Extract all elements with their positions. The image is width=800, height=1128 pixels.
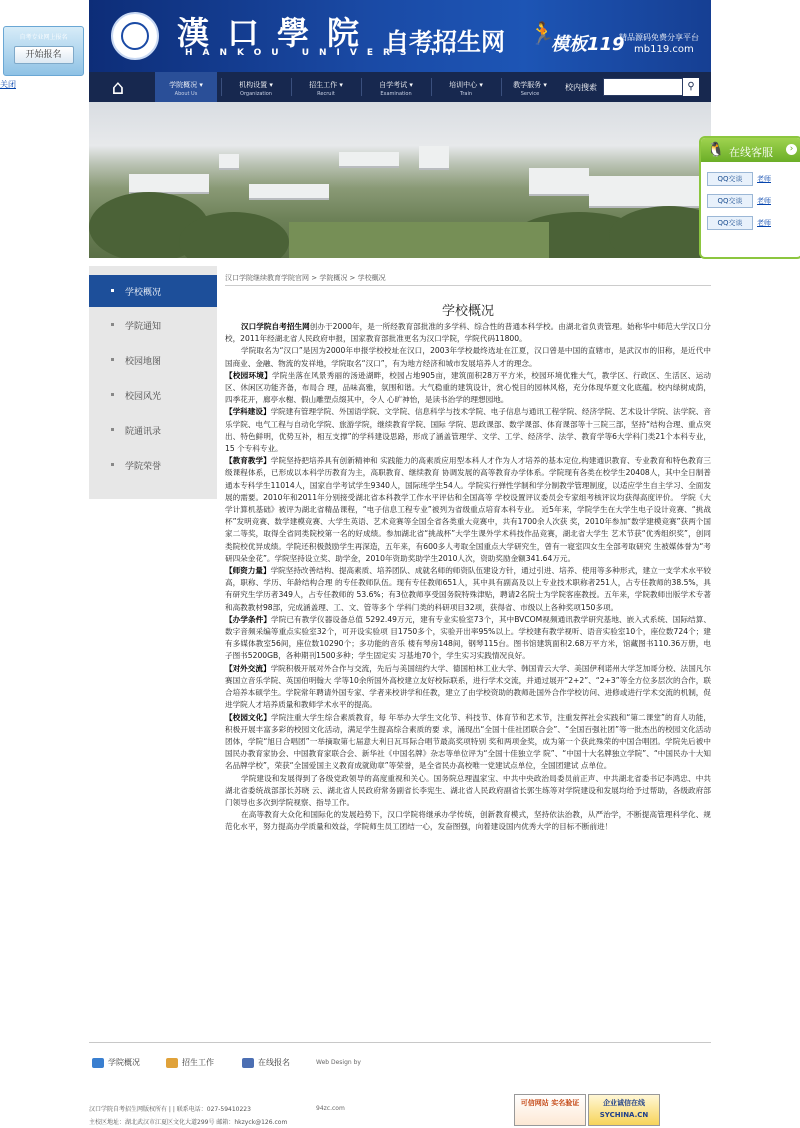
article-paragraph: 【对外交流】学院积极开展对外合作与交流，先后与美国纽约大学、德国柏林工业大学、韩国青云大学、美国伊利诺州大学芝加哥分校、法国凡尔赛国立音乐学院、英国伯明翰大 学等10余所国外高校建立友好校际联系，进行学术交流，并通过展开“2+2”、“2+3”等全方位多层次的合作，联合培养本硕学生。学院常年聘请外国专家、学者来校讲学和任教，建立了由学校资助的教师赴国外合作学校访问、进修或进行学术交流的机制，促进学院人才培养质量和教师学术水平的提高。 <box>225 663 711 710</box>
article-paragraph: 【校园环境】学院坐落在风景秀丽的汤逊湖畔，校园占地905亩，建筑面积28万平方米，校园环境优雅大气，教学区、行政区、生活区、运动区、休闲区功能齐备，布局合 理，品味高雅，氛围和谐。大气稳重的建筑设计，赏心悦目的园林风格，充分体现华夏文化底蕴。校内绿树成荫，四季花开，廊亭水榭、假山雕塑点缀其中，令人 心旷神怡，是读书治学的理想园地。 <box>225 370 712 405</box>
bullet-icon <box>111 289 114 292</box>
online-service-panel <box>699 136 800 259</box>
trusted-site-badge[interactable]: 可信网站 实名验证 <box>514 1094 586 1126</box>
qq-chat-button[interactable]: QQ交谈 <box>707 172 753 186</box>
float-widget-text: 自考专业网上报名 <box>19 34 68 41</box>
brand-name-en: HANKOU UNIVERSITY <box>185 48 463 58</box>
sidebar-item-label: 院通讯录 <box>125 427 162 437</box>
sidebar-item-label: 校园地图 <box>125 357 162 367</box>
breadcrumb[interactable]: 汉口学院继续教育学院官网 > 学院概况 > 学校概况 <box>225 274 386 282</box>
article-paragraph: 汉口学院自考招生网创办于2000年，是一所经教育部批准的多学科、综合性的普通本科学校。由湖北省负责管理。始称华中师范大学汉口分校，2011年经湖北省人民政府申报，国家教育部批准更名为汉口学院，学院代码11800。 <box>225 322 711 344</box>
search-label: 校内搜索 <box>565 83 597 92</box>
qq-contact-name[interactable]: 老师 <box>757 197 771 205</box>
sidebar-menu <box>89 266 217 499</box>
nav-item-sublabel: Recruit <box>317 91 335 97</box>
qq-penguin-icon: 🐧 <box>707 142 725 158</box>
online-service-header <box>701 138 800 162</box>
sidebar-item-campus-scenery[interactable] <box>89 379 217 411</box>
bullet-icon <box>111 428 114 431</box>
sidebar-item-overview[interactable] <box>89 275 217 307</box>
nav-item-label: 机构设置 ▾ <box>239 81 273 89</box>
nav-item-organization[interactable] <box>225 72 287 102</box>
article-paragraph: 在高等教育大众化和国际化的发展趋势下，汉口学院将继承办学传统，创新教育模式，坚持依法治教，从严治学，不断提高管理科学化、规范化水平，努力提高办学质量和效益，学院师生员工团结一心，发奋图强，向着建设国内优秀大学的目标不断前进！ <box>225 810 711 832</box>
site-header <box>89 0 711 72</box>
page-title: 学校概况 <box>441 304 494 319</box>
main-nav <box>89 72 711 102</box>
brand-name-cn: 漢口學院 <box>177 14 378 52</box>
sidebar-item-label: 学院通知 <box>125 322 162 332</box>
bullet-icon <box>111 358 114 361</box>
campus-banner-image <box>89 102 711 258</box>
sidebar-item-label: 校园风光 <box>125 392 162 402</box>
people-icon <box>166 1058 178 1068</box>
qq-contact-row <box>707 172 771 186</box>
float-apply-widget <box>3 26 84 76</box>
sidebar-item-directory[interactable] <box>89 414 217 446</box>
nav-item-label: 学院概况 ▾ <box>169 81 203 89</box>
footer-design-by: Web Design by <box>316 1059 361 1066</box>
nav-item-train[interactable] <box>435 72 497 102</box>
nav-item-about[interactable] <box>155 72 217 102</box>
qq-chat-button[interactable]: QQ交谈 <box>707 216 753 230</box>
footer-design-site[interactable]: 94zc.com <box>316 1105 345 1112</box>
footer-link-about[interactable]: 学院概况 <box>92 1057 140 1068</box>
close-float-link[interactable]: 关闭 <box>0 80 16 89</box>
nav-item-sublabel: Service <box>520 91 540 97</box>
sidebar-item-notices[interactable] <box>89 309 217 341</box>
nav-item-label: 教学服务 ▾ <box>513 81 547 89</box>
form-icon <box>242 1058 254 1068</box>
close-icon[interactable]: › <box>786 144 797 155</box>
site-title: 自考招生网 <box>385 28 505 56</box>
nav-item-label: 招生工作 ▾ <box>309 81 343 89</box>
footer-divider <box>89 1042 711 1043</box>
search-input[interactable] <box>603 78 683 96</box>
nav-item-examination[interactable] <box>365 72 427 102</box>
nav-item-sublabel: Train <box>460 91 472 97</box>
nav-item-recruit[interactable] <box>295 72 357 102</box>
footer-address: 主校区地址：湖北武汉市江夏区文化大道299号 邮箱：hkzyck@126.com <box>89 1119 288 1126</box>
runner-icon: 🏃 <box>529 22 557 47</box>
sidebar-item-campus-map[interactable] <box>89 344 217 376</box>
nav-item-label: 培训中心 ▾ <box>449 81 483 89</box>
university-seal-logo <box>111 12 159 60</box>
article-paragraph: 【学科建设】学院建有管理学院、外国语学院、文学院、信息科学与技术学院、电子信息与通讯工程学院、经济学院、艺术设计学院、法学院、音乐学院、电气工程与自动化学院、旅游学院，继续教育学院、国际 学院、思政课部、数学课部、体育课部等十三院三部，坚持“结构合理、重点突出、特色鲜明，优势互补，相互支撑”的学科建设思路，形成了涵盖管理学、文学、工学、经济学、法学、教育学等6大学科门类21个本科专业，15 个专科专业。 <box>225 407 711 454</box>
sidebar-item-honors[interactable] <box>89 449 217 481</box>
footer-link-recruit[interactable]: 招生工作 <box>166 1057 214 1068</box>
footer-copyright: 汉口学院自考招生网版权所有 | | 联系电话：027-59410223 <box>89 1106 251 1113</box>
article-paragraph: 【师资力量】学院坚持改善结构、提高素质、培养团队、成就名师的师资队伍建设方针，通过引进、培养、使用等多种形式，建立一支学术水平较高，职称、学历、年龄结构合理 的专任教师队伍。现有专任教师651人，其中具有副高及以上专业技术职称者251人，占专任教师的38.5%，具有研究生学历者349人，占专任教师的 53.6%；有3位教师享受国务院特殊津贴，聘请2名院士为学院客座教授。五年来，学院教师出版学术专著和高教教材98部，完成涵盖理、工、文、管等多个 学科门类的科研项目32项，获得省、市级以上各种奖项150多项。 <box>225 566 711 612</box>
credit-online-badge[interactable]: 企业诚信在线 SYCHINA.CN <box>588 1094 660 1126</box>
qq-contact-name[interactable]: 老师 <box>757 175 771 183</box>
nav-item-label: 自学考试 ▾ <box>379 81 413 89</box>
qq-contact-row <box>707 194 771 208</box>
breadcrumb-divider <box>225 285 711 286</box>
globe-icon <box>92 1058 104 1068</box>
qq-contact-row <box>707 216 771 230</box>
article-paragraph: 学院取名为“汉口”是因为2000年申报学校校址在汉口，2003年学校最终选址在江夏，汉口曾是中国的直辖市，是武汉市的旧称，是近代中国商业、金融、物流的发祥地，学院取名“汉口”，有为地方经济和城市发展培养人才的理念。 <box>225 346 711 368</box>
article-paragraph: 【教育教学】学院坚持把培养具有创新精神和 实践能力的高素质应用型本科人才作为人才培养的基本定位,构建通识教育、专业教育和特色教育三级课程体系，已形成以本科学历教育为主，高职教育、继续教育 协调发展的高等教育办学体系。学院现有各类在校学生20408人，其中全日制普通本专科学生11014人，国家自学考试学生9340人，国际班学生54人。学院实行弹性学制和学分制教学管理制度，以适应学生自主学习、全面发展的需要。2010年和2011年分别接受湖北省本科教学工作水平评估和全国高等 学校设置评议委员会专家组考核评议均获得高度评价。 学院《大学计算机基础》被评为湖北省精品课程，“电子信息工程专业”被列为省级重点培育本科专业。 近5年来，学院学生在大学生电子设计竞赛、“挑战杯”发明竞赛、数学建模竞赛、大学生英语、艺术竞赛等全国全省各类重大竞赛中，共有1700余人次获 奖，2010年参加“数学建模竞赛”获两个国家二等奖，取得全省同类院校第一名的好成绩。参加湖北省“挑战杯”大学生课外学术科技作品竞赛，湖北省大学生 艺术节获“优秀组织奖”，创同类院校优异成绩。学院还积极鼓励学生再深造，五年来，有600多人考取全国重点大学研究生，曾有一寝室四女生全部考取研究 生被媒体誉为“考研四朵金花”。学院坚持设立奖、助学金，2010年资助奖助学生2010人次，资助奖励金额341.64万元。 <box>225 456 711 563</box>
sidebar-item-label: 学院荣誉 <box>125 462 162 472</box>
bullet-icon <box>111 393 114 396</box>
article-site-name: 汉口学院自考招生网 <box>241 322 310 331</box>
article-paragraph: 【办学条件】学院已有教学仪器设备总值 5292.49万元，建有专业实验室73个，其中BVCOM视频通讯教学研究基地、嵌入式系统、国际结算、数字音频采编等重点实验室32个，可开设实验项 目1750多个，实验开出率95%以上。学校建有教学视听、语音实验室10个，座位数724个；建有多媒体教室56间，座位数10290个；多功能的音乐 楼有琴房148间，钢琴115台。图书馆建筑面积2.68万平方米，馆藏图书110.36万册，电子图书5200GB，各种期刊1500多种；学生固定实 习基地70个，学生实习实践情况良好。 <box>225 614 711 661</box>
sidebar-item-label: 学校概况 <box>125 288 162 298</box>
partner-logo: 模板119 <box>551 34 625 55</box>
nav-item-sublabel: Examination <box>380 91 412 97</box>
article-paragraph: 学院建设和发展得到了各级党政领导的高度重视和关心。国务院总理温家宝、中共中央政治局委员前正声、中共湖北省委书记李鸿忠、中共湖北省委统战部部长苏晓 云、湖北省人民政府常务副省长李宪生、湖北省人民政府副省长郭生练等对学院建设和发展均给予过帮助，各级政府部门领导也多次到学院视察、指导工作。 <box>225 773 711 807</box>
nav-item-service[interactable] <box>499 72 561 102</box>
article-body <box>225 321 711 834</box>
nav-item-sublabel: Organization <box>240 91 272 97</box>
article-paragraph: 【校园文化】学院注重大学生综合素质教育，每 年举办大学生文化节、科技节、体育节和艺术节，注重发挥社会实践和“第二课堂”的育人功能，积极开展丰富多彩的校园文化活动，满足学生提高综合素质的要 求，涌现出“全国十佳社团联合会”、“全国百强社团”等一批杰出的校园文化活动团体，学院“旭日合唱团”一举摘取第七届意大利日瓦耳际合唱节最高奖项特别 奖和两项金奖，成为第一个获此殊荣的中国合唱团。学院先后被中国民办教育家协会、中国教育家联合会、新华社《中国名牌》杂志等单位评为“全国十佳独立学 院”、“中国十大名牌独立学院”、“中国民办十大知名品牌学校”，荣获“全国爱国主义教育成就勋章”等荣誉，是全省民办高校唯一党建试点单位，全国团建试 点单位。 <box>225 712 712 771</box>
bullet-icon <box>111 323 114 326</box>
footer-link-apply[interactable]: 在线报名 <box>242 1057 290 1068</box>
start-apply-button[interactable]: 开始报名 <box>14 46 74 64</box>
search-icon[interactable]: ⚲ <box>683 78 699 96</box>
online-service-title: 在线客服 <box>729 146 773 159</box>
partner-domain: mb119.com <box>634 44 694 55</box>
home-icon[interactable]: ⌂ <box>111 75 125 99</box>
qq-contact-name[interactable]: 老师 <box>757 219 771 227</box>
qq-chat-button[interactable]: QQ交谈 <box>707 194 753 208</box>
nav-item-sublabel: About Us <box>174 91 198 97</box>
bullet-icon <box>111 463 114 466</box>
partner-tagline: 精品源码免费分享平台 <box>619 33 699 42</box>
